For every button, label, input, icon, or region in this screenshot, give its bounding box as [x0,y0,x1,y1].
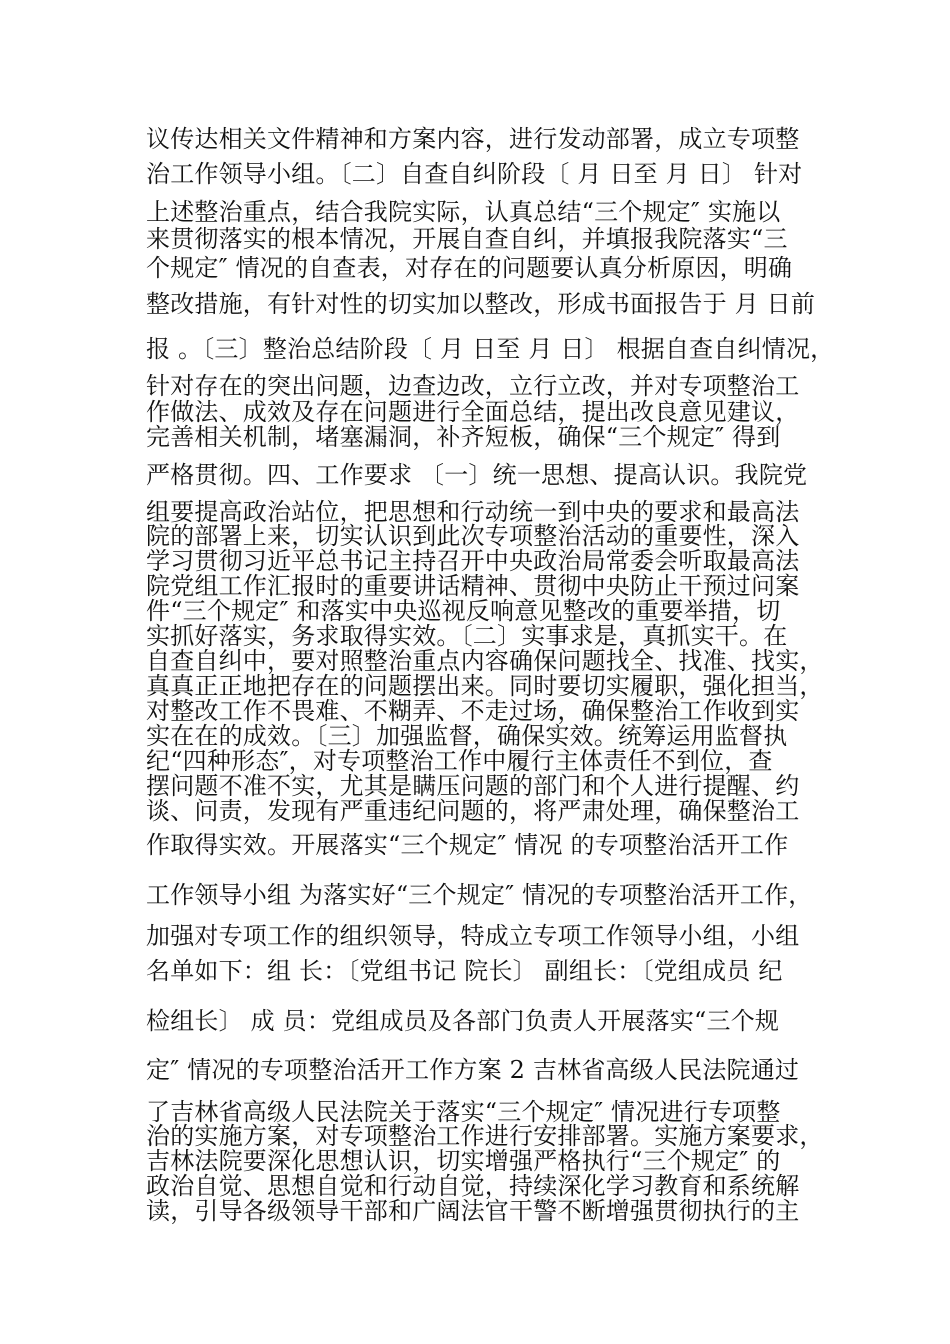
text-line: 真真正正地把存在的问题摆出来。同时要切实履职，强化担当， [146,672,824,700]
text-line: 加强对专项工作的组织领导，特成立专项工作领导小组，小组 [146,922,800,950]
text-line: 整改措施，有针对性的切实加以整改，形成书面报告于 月 日前 [146,290,816,318]
text-line: 纪“四种形态″，对专项整治工作中履行主体责任不到位，查 [146,747,773,775]
text-line: 摆问题不准不实，尤其是瞒压问题的部门和个人进行提醒、约 [146,772,800,800]
text-line: 了吉林省高级人民法院关于落实“三个规定″ 情况进行专项整 [146,1098,781,1126]
text-line: 吉林法院要深化思想认识，切实增强严格执行“三个规定″ 的 [146,1147,781,1175]
text-line: 上述整治重点，结合我院实际，认真总结“三个规定″ 实施以 [146,198,781,226]
text-line: 作做法、成效及存在问题进行全面总结，提出改良意见建议， [146,398,800,426]
text-line: 检组长〕 成 员：党组成员及各部门负责人开展落实“三个规 [146,1007,780,1035]
text-line: 治工作领导小组。〔二〕自查自纠阶段〔 月 日至 月 日〕 针对 [146,160,803,188]
text-line: 来贯彻落实的根本情况，开展自查自纠，并填报我院落实“三 [146,225,788,253]
text-line: 院党组工作汇报时的重要讲话精神、贯彻中央防止干预过问案 [146,572,800,600]
text-line: 议传达相关文件精神和方案内容，进行发动部署，成立专项整 [146,125,800,153]
text-line: 作取得实效。开展落实“三个规定″ 情况 的专项整治活开工作 [146,831,789,859]
text-line: 组要提高政治站位，把思想和行动统一到中央的要求和最高法 [146,498,800,526]
text-line: 报 。〔三〕整治总结阶段〔 月 日至 月 日〕 根据自查自纠情况， [146,335,835,363]
text-line: 学习贯彻习近平总书记主持召开中央政治局常委会听取最高法 [146,547,800,575]
text-line: 谈、问责，发现有严重违纪问题的，将严肃处理，确保整治工 [146,797,800,825]
text-line: 对整改工作不畏难、不糊弄、不走过场，确保整治工作收到实 [146,697,800,725]
text-line: 院的部署上来，切实认识到此次专项整治活动的重要性，深入 [146,522,800,550]
text-line: 治的实施方案，对专项整治工作进行安排部署。实施方案要求， [146,1122,824,1150]
text-line: 针对存在的突出问题，边查边改，立行立改，并对专项整治工 [146,372,800,400]
text-line: 个规定″ 情况的自查表，对存在的问题要认真分析原因，明确 [146,254,793,282]
text-line: 严格贯彻。四、工作要求 〔一〕统一思想、提高认识。我院党 [146,461,808,489]
text-line: 实在在的成效。〔三〕加强监督，确保实效。统筹运用监督执 [146,722,788,750]
text-line: 政治自觉、思想自觉和行动自觉，持续深化学习教育和系统解 [146,1172,800,1200]
text-line: 读，引导各级领导干部和广阔法官干警不断增强贯彻执行的主 [146,1197,800,1225]
text-line: 件“三个规定″ 和落实中央巡视反响意见整改的重要举措，切 [146,597,781,625]
text-line: 工作领导小组 为落实好“三个规定″ 情况的专项整治活开工作， [146,881,813,909]
text-line: 完善相关机制，堵塞漏洞，补齐短板，确保“三个规定″ 得到 [146,423,781,451]
text-line: 名单如下：组 长：〔党组书记 院长〕 副组长：〔党组成员 纪 [146,957,783,985]
text-line: 定″ 情况的专项整治活开工作方案 2 吉林省高级人民法院通过 [146,1056,800,1084]
text-line: 实抓好落实，务求取得实效。〔二〕实事求是，真抓实干。在 [146,622,788,650]
text-line: 自查自纠中，要对照整治重点内容确保问题找全、找准、找实， [146,647,824,675]
